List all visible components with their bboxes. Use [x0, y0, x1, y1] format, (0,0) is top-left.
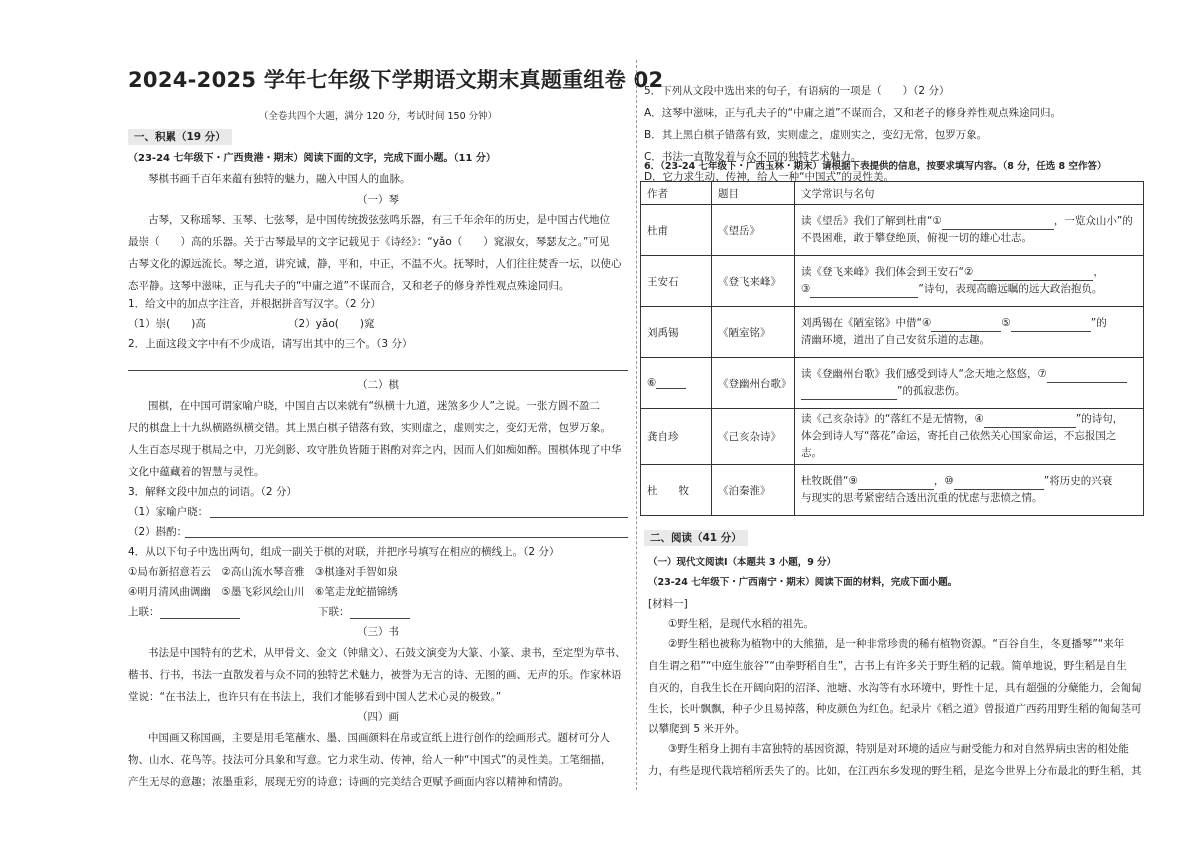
author-cell: 龚自珍	[641, 409, 712, 465]
table-row	[641, 358, 1144, 409]
author-cell: 刘禹锡	[641, 307, 712, 358]
section-header: 一、积累（19 分）	[128, 130, 232, 144]
content-cell: 读《己亥杂诗》的“落红不是无情物，④ ”的诗句， 体会到诗人写“落花”命运，寄托自己依然关心国家命运，不忘报国之志。	[795, 409, 1144, 465]
paragraph-line: 堂说：“在书法上，也许只有在书法上，我们才能够看到中国人艺术心灵的极致。”	[128, 691, 502, 703]
work-cell: 《己亥杂诗》	[712, 409, 795, 465]
paragraph-line: 中国画又称国画，主要是用毛笔蘸水、墨、国画颜料在帛或宣纸上进行创作的绘画形式。题材可分人	[148, 732, 610, 744]
reading-subheader: （一）现代文阅读Ⅰ（本题共 3 小题，9 分）	[648, 557, 837, 568]
blank-field[interactable]	[1011, 320, 1091, 332]
option-d: D．它力求生动、传神，给人一种“中国式”的灵性美。	[644, 171, 894, 183]
table-header-row	[641, 182, 1144, 205]
col-header: 文学常识与名句	[795, 182, 1144, 205]
paragraph-line: 围棋，在中国可谓家喻户晓，中国自古以来就有“纵横十九道，迷煞多少人”之说。一张方圆不盈二	[148, 400, 600, 412]
paragraph-line: 书法是中国特有的艺术，从甲骨文、金文（钟鼎文）、石鼓文演变为大篆、小篆、隶书，至定型为草书、	[148, 647, 626, 659]
option-row: ④明月清风曲调幽 ⑤墨飞彩风绘山川 ⑥笔走龙蛇描锦绣	[128, 586, 398, 598]
author-cell: 王安石	[641, 256, 712, 307]
col-header: 作者	[641, 182, 712, 205]
blank-field[interactable]	[810, 286, 918, 298]
blank-field[interactable]	[954, 478, 1044, 490]
paragraph-line: ①野生稻，是现代水稻的祖先。	[668, 618, 814, 630]
paragraph-line: 自灭的，自我生长在开阔向阳的沼泽、池塘、水沟等有水环境中，野性十足，具有超强的分蘖能力，会匍匐	[648, 682, 1142, 694]
content-cell: 读《登飞来峰》我们体会到王安石“② ， ③ ”诗句，表现高瞻远瞩的远大政治抱负。	[795, 256, 1144, 307]
literature-table	[640, 181, 1144, 516]
paragraph-line: 自生谓之稆”“中庭生旅谷”“由拳野稻自生”，古书上有许多关于野生稻的记载。简单地说，野生稻是自生	[648, 660, 1127, 672]
question: 2．上面这段文字中有不少成语，请写出其中的三个。（3 分）	[128, 338, 413, 350]
table-row	[641, 409, 1144, 465]
option-row: ①局布新招意若云 ②高山流水琴音雅 ③棋逢对手智如泉	[128, 566, 398, 578]
table-row	[641, 307, 1144, 358]
paragraph-line: 楷书、行书，书法一直散发着与众不同的独特艺术魅力，被誉为无言的诗、无图的画、无声的乐。作家林语	[128, 669, 622, 681]
material-label: [材料一]	[648, 598, 688, 610]
column-divider	[636, 60, 637, 790]
question: 1．给文中的加点字注音，并根据拼音写汉字。（2 分）	[128, 298, 381, 310]
couplet-down: 下联：	[318, 605, 410, 619]
question: 4．从以下句子中选出两句，组成一副关于棋的对联，并把序号填写在相应的横线上。（2 分）	[128, 546, 560, 558]
answer-slot: （2）斟酌：	[128, 526, 188, 538]
passage-intro: （23-24 七年级下・广西贵港・期末）阅读下面的文字，完成下面小题。（11 分）	[128, 153, 496, 164]
work-cell: 《望岳》	[712, 205, 795, 256]
paragraph-line: 尺的棋盘上十九纵横路纵横交错。其上黑白棋子错落有致，实则虚之，虚则实之，变幻无常，包罗万象。	[128, 422, 611, 434]
paragraph-line: ②野生稻也被称为植物中的大熊猫，是一种非常珍贵的稀有植物资源。“百谷自生，冬夏播琴”“来年	[668, 638, 1125, 650]
paragraph-line: 文化中蕴藏着的智慧与灵性。	[128, 466, 265, 478]
paragraph-line: 以攀爬到 5 米开外。	[648, 723, 746, 735]
blank-field[interactable]	[656, 377, 686, 389]
reading-intro: （23-24 七年级下・广西南宁・期末）阅读下面的材料，完成下面小题。	[648, 577, 958, 588]
answer-slot: （2）yǎo( )窕	[288, 318, 375, 330]
answer-slot: （1）崇( )高	[128, 318, 206, 330]
page-title: 2024-2025 学年七年级下学期语文期末真题重组卷 02	[128, 68, 664, 92]
subheading: （四）画	[357, 711, 399, 723]
author-cell: 杜 牧	[641, 465, 712, 516]
content-cell: 读《登幽州台歌》我们感受到诗人“念天地之悠悠，⑦ ”的孤寂悲伤。	[795, 358, 1144, 409]
table-row	[641, 205, 1144, 256]
question-6: 6．（23-24 七年级下・广西玉林・期末）请根据下表提供的信息，按要求填写内容。（8 分，任选 8 空作答）	[644, 161, 1107, 172]
exam-subtitle: （全卷共四个大题，满分 120 分，考试时间 150 分钟）	[258, 111, 498, 122]
blank-field[interactable]	[931, 320, 1001, 332]
blank-field[interactable]	[984, 416, 1076, 428]
table-row	[641, 465, 1144, 516]
paragraph-line: 生长，长叶飘飘，种子少且易掉落，种皮颜色为红色。纪录片《稻之道》曾报道广西药用野生稻的匍匐茎可	[648, 703, 1142, 715]
blank-field[interactable]	[973, 269, 1093, 281]
work-cell: 《陋室铭》	[712, 307, 795, 358]
section-header: 二、阅读（41 分）	[644, 531, 748, 545]
lead-text: 琴棋书画千百年来蕴有独特的魅力，融入中国人的血脉。	[148, 173, 411, 185]
table-row	[641, 256, 1144, 307]
content-cell: 读《望岳》我们了解到杜甫“① ，一览众山小”的 不畏困难，敢于攀登绝顶，俯视一切的雄心壮志。	[795, 205, 1144, 256]
blank-field[interactable]	[942, 218, 1054, 230]
subheading: （一）琴	[357, 194, 399, 206]
paragraph-line: 最崇（ ）高的乐器。关于古琴最早的文字记载见于《诗经》：“yǎo（ ）窕淑女，琴瑟友之。”可见	[128, 236, 610, 248]
paragraph-line: 力，有些是现代栽培稻所丢失了的。比如，在江西东乡发现的野生稻，是迄今世界上分布最北的野生稻，其	[648, 765, 1142, 777]
work-cell: 《登幽州台歌》	[712, 358, 795, 409]
subheading: （二）棋	[357, 379, 399, 391]
author-cell: 杜甫	[641, 205, 712, 256]
content-cell: 杜牧既借“⑨ ，⑩ ”将历史的兴衰 与现实的思考紧密结合透出沉重的忧虑与悲愤之情。	[795, 465, 1144, 516]
work-cell: 《登飞来峰》	[712, 256, 795, 307]
col-header: 题目	[712, 182, 795, 205]
paragraph-line: 态平静。这琴中滋味，正与孔夫子的“中庸之道”不谋而合，又和老子的修身养性观点殊途同归。	[128, 280, 570, 292]
blank-field[interactable]	[801, 388, 897, 400]
paragraph-line: 古琴文化的源远流长。琴之道，讲究诚，静，平和，中正，不温不火。抚琴时，人们往往焚香一坛，以使心	[128, 258, 622, 270]
answer-line	[128, 370, 628, 371]
paragraph-line: 产生无尽的意趣；浓墨重彩，展现无穷的诗意；诗画的完美结合更赋予画面内容以精神和情韵。	[128, 776, 569, 788]
answer-line	[210, 517, 628, 518]
paragraph-line: 人生百态尽现于棋局之中，刀光剑影、攻守胜负皆随于斟酌对弈之内，因而人们如痴如醉。围棋体现了中华	[128, 444, 622, 456]
blank-field[interactable]	[1047, 371, 1127, 383]
answer-line	[185, 537, 628, 538]
paragraph-line: ③野生稻身上拥有丰富独特的基因资源，特别是对环境的适应与耐受能力和对自然界病虫害的相处能	[668, 743, 1129, 755]
option-b: B．其上黑白棋子错落有致，实则虚之，虚则实之，变幻无常，包罗万象。	[644, 129, 988, 141]
option-a: A．这琴中滋味，正与孔夫子的“中庸之道”不谋而合，又和老子的修身养性观点殊途同归。	[644, 107, 1062, 119]
content-cell: 刘禹锡在《陋室铭》中借“④ ⑤ ”的 清幽环境，道出了自己安贫乐道的志趣。	[795, 307, 1144, 358]
subheading: （三）书	[357, 626, 399, 638]
couplet-up: 上联：	[128, 605, 240, 619]
paragraph-line: 古琴，又称瑶琴、玉琴、七弦琴，是中国传统拨弦弦鸣乐器，有三千年余年的历史，是中国古代地位	[148, 214, 610, 226]
answer-slot: （1）家喻户晓：	[128, 506, 209, 518]
author-cell: ⑥	[641, 358, 712, 409]
option-c: C．书法一直散发着与众不同的独特艺术魅力。	[644, 151, 862, 163]
paragraph-line: 物、山水、花鸟等。技法可分具象和写意。它力求生动、传神，给人一种“中国式”的灵性美。工笔细描，	[128, 754, 612, 766]
blank-field[interactable]	[858, 478, 934, 490]
question: 3．解释文段中加点的词语。（2 分）	[128, 486, 297, 498]
question: 5．下列从文段中选出来的句子，有语病的一项是（ ）（2 分）	[644, 85, 950, 97]
work-cell: 《泊秦淮》	[712, 465, 795, 516]
